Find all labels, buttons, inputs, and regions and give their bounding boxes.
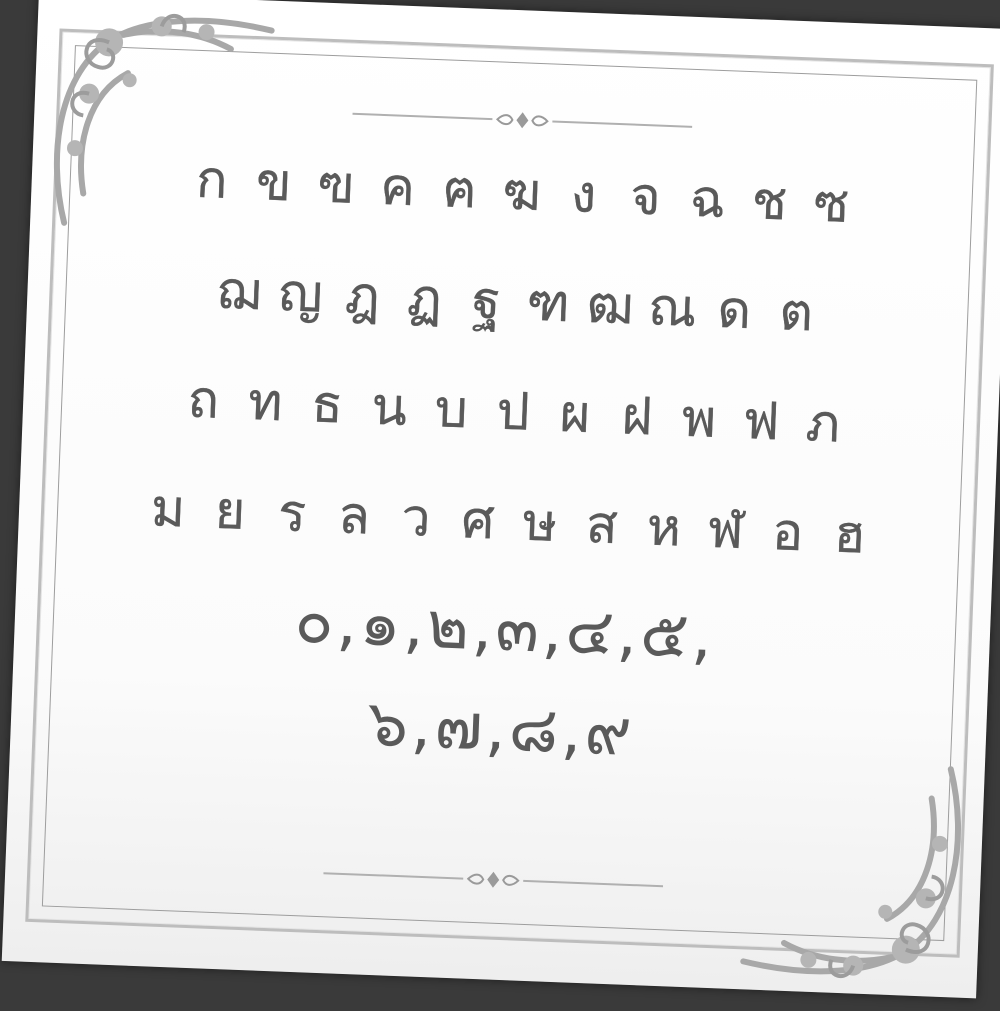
thai-letter: ช (750, 170, 789, 232)
thai-letter: ศ (460, 489, 496, 551)
thai-letter: ฮ (832, 504, 867, 566)
thai-alphabet-sheet (70, 119, 954, 792)
thai-letter: ด (716, 279, 753, 341)
thai-letter: ฅ (441, 158, 479, 221)
thai-letter: ษ (521, 492, 559, 554)
thai-letter: ฟ (741, 390, 781, 452)
thai-letter: ฐ (470, 270, 502, 332)
thai-letter: ต (778, 281, 815, 344)
thai-letter: ส (584, 494, 619, 556)
thai-letter: ฏ (405, 267, 444, 329)
thai-letter: ญ (277, 262, 324, 325)
thai-letter: พ (680, 388, 718, 450)
thai-letter: อ (771, 501, 805, 563)
thai-letter: ย (213, 480, 247, 542)
thai-letter: ก (194, 149, 229, 211)
thai-letter: น (370, 376, 409, 438)
thai-letter: ฌ (215, 260, 262, 322)
thai-letter: ฬ (706, 499, 745, 561)
thai-letter: ซ (812, 173, 851, 235)
thai-letter: ฃ (316, 153, 356, 216)
thai-letter: ภ (804, 392, 842, 455)
thai-letter: ฒ (585, 274, 635, 337)
thai-letter: ฝ (620, 385, 654, 447)
thai-letter: ณ (647, 276, 698, 339)
thai-letter: ห (645, 496, 683, 559)
thai-letter: จ (629, 166, 662, 228)
thai-letter: ม (149, 477, 187, 540)
thai-letter: ถ (186, 369, 221, 431)
thai-letter: ล (337, 485, 372, 547)
thai-letter: ฎ (343, 265, 382, 327)
thai-letter: ท (247, 371, 284, 433)
thai-letter: บ (433, 378, 469, 440)
thai-letter: ข (254, 151, 293, 213)
thai-letter: ธ (310, 373, 345, 436)
paper-card (2, 0, 1000, 998)
thai-letter: ผ (558, 383, 592, 445)
thai-letter: ฆ (501, 161, 543, 223)
thai-digits-line-1: ๐,๑,๒,๓,๔,๕, (293, 583, 717, 675)
thai-letter: ง (569, 163, 598, 225)
thai-letter: ฉ (688, 168, 727, 230)
thai-digits-line-2: ๖,๗,๘,๙ (366, 686, 636, 772)
thai-letter: ค (379, 156, 417, 218)
thai-letter: ว (400, 487, 432, 549)
thai-letter: ฑ (525, 272, 572, 334)
thai-letter: ป (495, 381, 531, 443)
thai-letter: ร (277, 482, 308, 544)
